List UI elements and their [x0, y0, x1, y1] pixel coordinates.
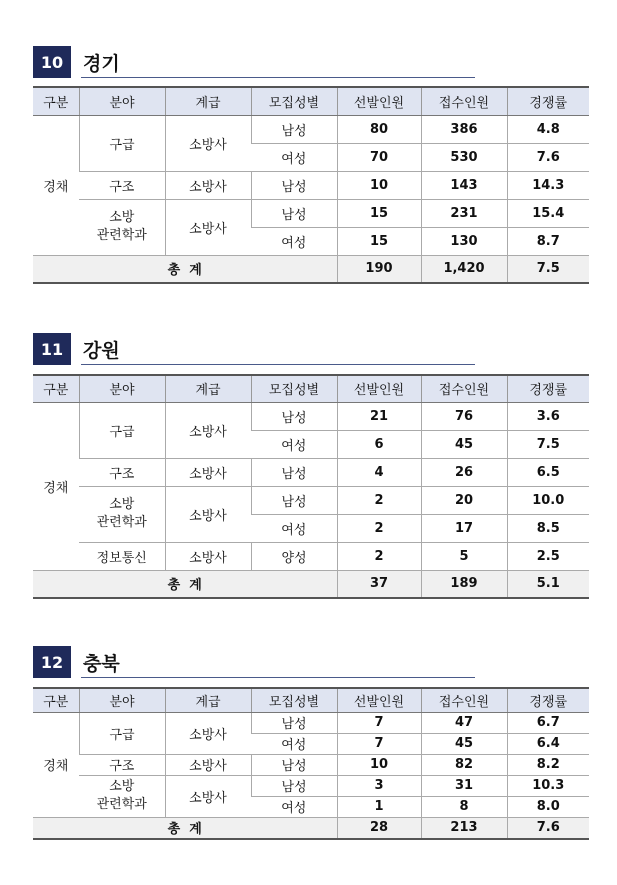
gender-cell: 남성 — [251, 712, 337, 733]
selected-cell: 2 — [337, 486, 421, 514]
gender-cell: 여성 — [251, 227, 337, 255]
recruitment-table — [33, 86, 589, 284]
field-cell: 구급 — [79, 402, 165, 458]
ratio-cell: 10.3 — [507, 775, 589, 796]
gender-cell: 여성 — [251, 733, 337, 754]
field-cell: 정보통신 — [79, 542, 165, 570]
applied-cell: 47 — [421, 712, 507, 733]
selected-cell: 15 — [337, 199, 421, 227]
field-cell: 구급 — [79, 712, 165, 754]
total-applied: 1,420 — [421, 255, 507, 283]
rank-cell: 소방사 — [165, 775, 251, 817]
selected-cell: 7 — [337, 712, 421, 733]
header-selected: 선발인원 — [337, 375, 421, 402]
table-row — [33, 486, 589, 514]
total-applied: 213 — [421, 817, 507, 839]
applied-cell: 45 — [421, 430, 507, 458]
gender-cell: 여성 — [251, 514, 337, 542]
ratio-cell: 15.4 — [507, 199, 589, 227]
section-title-underline — [81, 364, 475, 365]
applied-cell: 31 — [421, 775, 507, 796]
selected-cell: 4 — [337, 458, 421, 486]
ratio-cell: 8.2 — [507, 754, 589, 775]
ratio-cell: 7.5 — [507, 430, 589, 458]
applied-cell: 20 — [421, 486, 507, 514]
ratio-cell: 8.5 — [507, 514, 589, 542]
section-header — [33, 333, 589, 365]
header-field: 분야 — [79, 87, 165, 115]
field-cell: 소방 관련학과 — [79, 199, 165, 255]
section-number-badge: 11 — [33, 333, 71, 365]
selected-cell: 6 — [337, 430, 421, 458]
header-applied: 접수인원 — [421, 375, 507, 402]
total-ratio: 7.5 — [507, 255, 589, 283]
header-rank: 계급 — [165, 87, 251, 115]
field-cell: 구조 — [79, 458, 165, 486]
total-row — [33, 817, 589, 839]
ratio-cell: 6.4 — [507, 733, 589, 754]
applied-cell: 130 — [421, 227, 507, 255]
gender-cell: 여성 — [251, 796, 337, 817]
header-rank: 계급 — [165, 375, 251, 402]
section-title-underline — [81, 77, 475, 78]
header-ratio: 경쟁률 — [507, 87, 589, 115]
rank-cell: 소방사 — [165, 542, 251, 570]
ratio-cell: 8.7 — [507, 227, 589, 255]
table-row — [33, 754, 589, 775]
field-cell: 소방 관련학과 — [79, 775, 165, 817]
gender-cell: 남성 — [251, 775, 337, 796]
category-cell: 경채 — [33, 712, 79, 817]
header-category: 구분 — [33, 375, 79, 402]
table-row — [33, 171, 589, 199]
selected-cell: 80 — [337, 115, 421, 143]
ratio-cell: 4.8 — [507, 115, 589, 143]
applied-cell: 530 — [421, 143, 507, 171]
ratio-cell: 7.6 — [507, 143, 589, 171]
applied-cell: 386 — [421, 115, 507, 143]
selected-cell: 70 — [337, 143, 421, 171]
section-gangwon — [33, 333, 589, 594]
ratio-cell: 2.5 — [507, 542, 589, 570]
rank-cell: 소방사 — [165, 754, 251, 775]
header-gender: 모집성별 — [251, 87, 337, 115]
header-ratio: 경쟁률 — [507, 688, 589, 712]
section-header — [33, 646, 589, 678]
selected-cell: 3 — [337, 775, 421, 796]
header-field: 분야 — [79, 375, 165, 402]
total-row — [33, 570, 589, 598]
recruitment-table — [33, 374, 589, 599]
total-selected: 190 — [337, 255, 421, 283]
table-row — [33, 542, 589, 570]
gender-cell: 여성 — [251, 143, 337, 171]
selected-cell: 10 — [337, 754, 421, 775]
selected-cell: 2 — [337, 514, 421, 542]
gender-cell: 남성 — [251, 115, 337, 143]
rank-cell: 소방사 — [165, 199, 251, 255]
table-row — [33, 402, 589, 430]
table-row — [33, 712, 589, 733]
field-cell: 구급 — [79, 115, 165, 171]
total-label: 총 계 — [33, 817, 337, 839]
ratio-cell: 6.7 — [507, 712, 589, 733]
table-row — [33, 199, 589, 227]
header-field: 분야 — [79, 688, 165, 712]
total-selected: 28 — [337, 817, 421, 839]
total-label: 총 계 — [33, 255, 337, 283]
rank-cell: 소방사 — [165, 402, 251, 458]
applied-cell: 82 — [421, 754, 507, 775]
category-cell: 경채 — [33, 115, 79, 255]
total-applied: 189 — [421, 570, 507, 598]
header-selected: 선발인원 — [337, 87, 421, 115]
selected-cell: 1 — [337, 796, 421, 817]
applied-cell: 45 — [421, 733, 507, 754]
category-cell: 경채 — [33, 402, 79, 570]
field-cell: 구조 — [79, 171, 165, 199]
header-applied: 접수인원 — [421, 87, 507, 115]
applied-cell: 8 — [421, 796, 507, 817]
total-label: 총 계 — [33, 570, 337, 598]
header-row — [33, 688, 589, 712]
field-cell: 구조 — [79, 754, 165, 775]
header-rank: 계급 — [165, 688, 251, 712]
selected-cell: 10 — [337, 171, 421, 199]
rank-cell: 소방사 — [165, 458, 251, 486]
applied-cell: 76 — [421, 402, 507, 430]
ratio-cell: 3.6 — [507, 402, 589, 430]
header-applied: 접수인원 — [421, 688, 507, 712]
gender-cell: 남성 — [251, 754, 337, 775]
gender-cell: 남성 — [251, 458, 337, 486]
header-row — [33, 375, 589, 402]
total-row — [33, 255, 589, 283]
selected-cell: 7 — [337, 733, 421, 754]
header-category: 구분 — [33, 87, 79, 115]
applied-cell: 143 — [421, 171, 507, 199]
total-selected: 37 — [337, 570, 421, 598]
section-header — [33, 46, 589, 78]
header-ratio: 경쟁률 — [507, 375, 589, 402]
section-chungbuk — [33, 646, 589, 838]
section-title: 충북 — [83, 653, 120, 675]
section-title-underline — [81, 677, 475, 678]
table-row — [33, 775, 589, 796]
selected-cell: 21 — [337, 402, 421, 430]
gender-cell: 남성 — [251, 199, 337, 227]
applied-cell: 5 — [421, 542, 507, 570]
total-ratio: 7.6 — [507, 817, 589, 839]
gender-cell: 양성 — [251, 542, 337, 570]
selected-cell: 15 — [337, 227, 421, 255]
gender-cell: 남성 — [251, 171, 337, 199]
table-row — [33, 458, 589, 486]
rank-cell: 소방사 — [165, 115, 251, 171]
table-row — [33, 115, 589, 143]
recruitment-table — [33, 687, 589, 840]
field-cell: 소방 관련학과 — [79, 486, 165, 542]
section-title: 경기 — [83, 53, 120, 75]
applied-cell: 17 — [421, 514, 507, 542]
header-gender: 모집성별 — [251, 375, 337, 402]
section-title: 강원 — [83, 340, 120, 362]
header-row — [33, 87, 589, 115]
section-number-badge: 12 — [33, 646, 71, 678]
rank-cell: 소방사 — [165, 486, 251, 542]
section-gyeonggi — [33, 46, 589, 279]
header-gender: 모집성별 — [251, 688, 337, 712]
applied-cell: 231 — [421, 199, 507, 227]
total-ratio: 5.1 — [507, 570, 589, 598]
header-selected: 선발인원 — [337, 688, 421, 712]
ratio-cell: 6.5 — [507, 458, 589, 486]
gender-cell: 남성 — [251, 486, 337, 514]
ratio-cell: 14.3 — [507, 171, 589, 199]
gender-cell: 여성 — [251, 430, 337, 458]
rank-cell: 소방사 — [165, 171, 251, 199]
rank-cell: 소방사 — [165, 712, 251, 754]
ratio-cell: 10.0 — [507, 486, 589, 514]
header-category: 구분 — [33, 688, 79, 712]
ratio-cell: 8.0 — [507, 796, 589, 817]
section-number-badge: 10 — [33, 46, 71, 78]
applied-cell: 26 — [421, 458, 507, 486]
gender-cell: 남성 — [251, 402, 337, 430]
selected-cell: 2 — [337, 542, 421, 570]
